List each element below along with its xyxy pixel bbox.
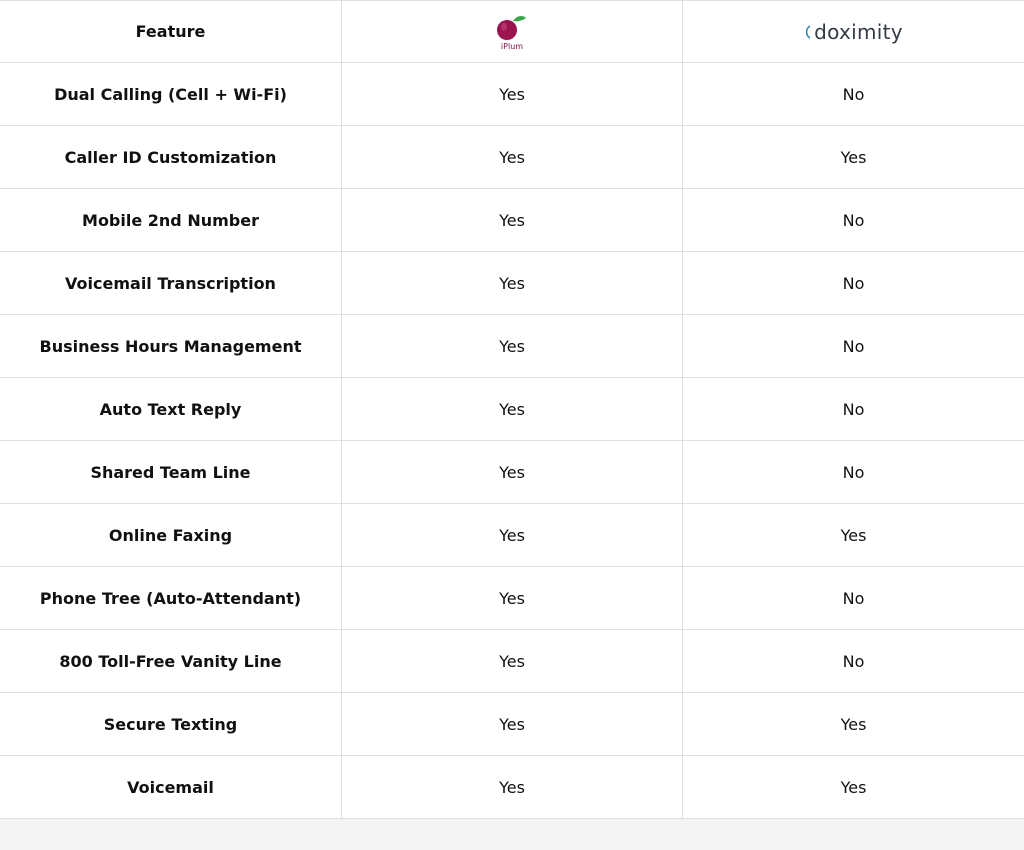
table-row (0, 756, 1024, 819)
table-row (0, 567, 1024, 630)
feature-cell: 800 Toll-Free Vanity Line (0, 630, 342, 692)
doximity-value: No (842, 651, 865, 671)
doximity-value: Yes (840, 147, 867, 167)
table-row (0, 378, 1024, 441)
feature-cell: Phone Tree (Auto-Attendant) (0, 567, 342, 629)
iplum-value: Yes (342, 756, 683, 818)
feature-cell: Business Hours Management (0, 315, 342, 377)
iplum-wordmark: iPlum (500, 41, 524, 51)
doximity-value: Yes (840, 525, 867, 545)
doximity-value: No (842, 588, 865, 608)
doximity-logo (804, 20, 903, 44)
feature-cell: Dual Calling (Cell + Wi-Fi) (0, 63, 342, 125)
iplum-value: Yes (342, 630, 683, 692)
iplum-value: Yes (342, 378, 683, 440)
doximity-value: No (842, 84, 865, 104)
table-row (0, 63, 1024, 126)
doximity-header (683, 1, 1024, 62)
table-row (0, 504, 1024, 567)
iplum-header (342, 1, 683, 62)
iplum-value: Yes (342, 315, 683, 377)
doximity-wordmark: doximity (814, 19, 903, 44)
feature-header: Feature (0, 1, 342, 62)
iplum-value: Yes (342, 441, 683, 503)
feature-cell: Caller ID Customization (0, 126, 342, 188)
feature-cell: Voicemail Transcription (0, 252, 342, 314)
plum-icon (495, 15, 529, 41)
header-row (0, 0, 1024, 63)
iplum-value: Yes (342, 252, 683, 314)
table-row (0, 252, 1024, 315)
feature-cell: Voicemail (0, 756, 342, 818)
doximity-value: No (842, 210, 865, 230)
iplum-value: Yes (342, 567, 683, 629)
table-row (0, 630, 1024, 693)
iplum-value: Yes (342, 693, 683, 755)
table-row (0, 126, 1024, 189)
doximity-value: Yes (840, 714, 867, 734)
table-row (0, 441, 1024, 504)
feature-cell: Mobile 2nd Number (0, 189, 342, 251)
doximity-signal-icon (804, 25, 812, 39)
iplum-value: Yes (342, 63, 683, 125)
doximity-value: No (842, 399, 865, 419)
table-row (0, 315, 1024, 378)
iplum-logo (495, 15, 529, 51)
feature-cell: Online Faxing (0, 504, 342, 566)
iplum-value: Yes (342, 189, 683, 251)
iplum-value: Yes (342, 504, 683, 566)
doximity-value: No (842, 273, 865, 293)
feature-cell: Secure Texting (0, 693, 342, 755)
table-row (0, 693, 1024, 756)
doximity-value: Yes (840, 777, 867, 797)
iplum-value: Yes (342, 126, 683, 188)
feature-cell: Shared Team Line (0, 441, 342, 503)
doximity-value: No (842, 336, 865, 356)
table-row (0, 189, 1024, 252)
feature-cell: Auto Text Reply (0, 378, 342, 440)
doximity-value: No (842, 462, 865, 482)
